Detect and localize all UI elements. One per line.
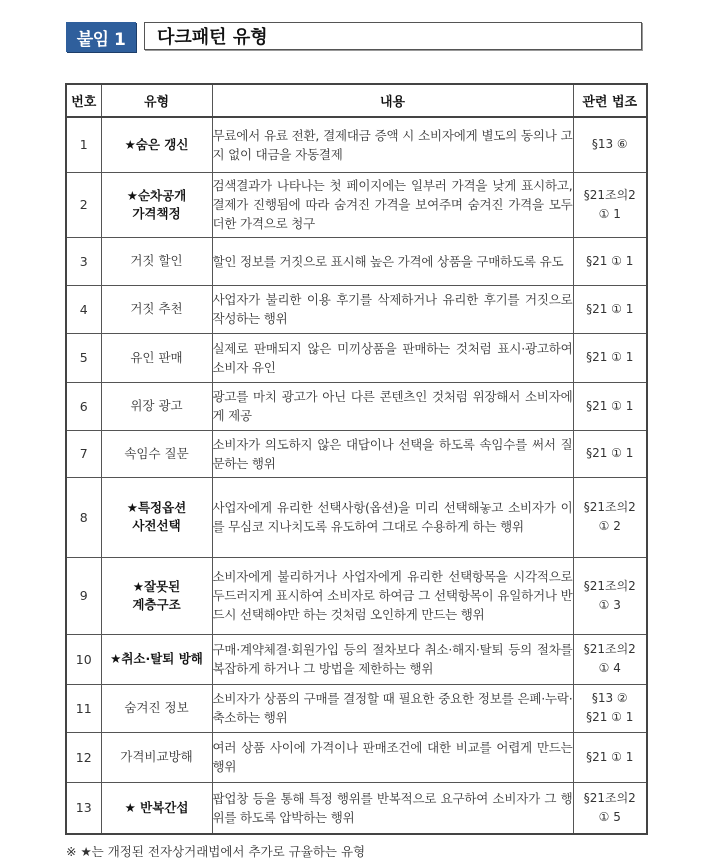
row-law: §21 ① 1 xyxy=(573,333,647,382)
table-row xyxy=(66,333,647,382)
row-number: 10 xyxy=(66,634,101,684)
row-law: §21조의2 ① 5 xyxy=(573,782,647,834)
footnote: ※ ★는 개정된 전자상거래법에서 추가로 규율하는 유형 xyxy=(66,844,366,859)
row-law: §21조의2 ① 3 xyxy=(573,557,647,634)
row-law: §21조의2 ① 1 xyxy=(573,172,647,237)
row-type: 속임수 질문 xyxy=(101,430,212,477)
row-content: 검색결과가 나타나는 첫 페이지에는 일부러 가격을 낮게 표시하고, 결제가 진행됨에 따라 숨겨진 가격을 보여주며 숨겨진 가격을 모두 더한 가격으로 청구 xyxy=(212,172,573,237)
row-number: 7 xyxy=(66,430,101,477)
column-header-type: 유형 xyxy=(101,84,212,117)
row-number: 4 xyxy=(66,285,101,333)
dark-pattern-table xyxy=(65,83,648,835)
row-type: ★숨은 갱신 xyxy=(101,117,212,172)
row-content: 실제로 판매되지 않은 미끼상품을 판매하는 것처럼 표시·광고하여 소비자 유인 xyxy=(212,333,573,382)
row-law: §13 ② §21 ① 1 xyxy=(573,684,647,732)
table-row xyxy=(66,557,647,634)
row-type: ★특정옵션 사전선택 xyxy=(101,477,212,557)
column-header-number: 번호 xyxy=(66,84,101,117)
row-type: 가격비교방해 xyxy=(101,732,212,782)
row-type: 유인 판매 xyxy=(101,333,212,382)
page-title: 다크패턴 유형 xyxy=(144,22,642,50)
title-bar xyxy=(66,22,268,52)
row-number: 2 xyxy=(66,172,101,237)
row-law: §21 ① 1 xyxy=(573,285,647,333)
row-type: ★순차공개 가격책정 xyxy=(101,172,212,237)
row-law: §21 ① 1 xyxy=(573,382,647,430)
table-row xyxy=(66,782,647,834)
row-type: ★잘못된 계층구조 xyxy=(101,557,212,634)
row-content: 할인 정보를 거짓으로 표시해 높은 가격에 상품을 구매하도록 유도 xyxy=(212,237,573,285)
row-number: 1 xyxy=(66,117,101,172)
row-number: 3 xyxy=(66,237,101,285)
table-row xyxy=(66,430,647,477)
row-type: ★취소·탈퇴 방해 xyxy=(101,634,212,684)
row-type: 거짓 추천 xyxy=(101,285,212,333)
row-content: 구매·계약체결·회원가입 등의 절차보다 취소·해지·탈퇴 등의 절차를 복잡하게 하거나 그 방법을 제한하는 행위 xyxy=(212,634,573,684)
table-row xyxy=(66,285,647,333)
row-law: §21조의2 ① 4 xyxy=(573,634,647,684)
table-row xyxy=(66,684,647,732)
row-content: 사업자에게 유리한 선택사항(옵션)을 미리 선택해놓고 소비자가 이를 무심코 지나치도록 유도하여 그대로 수용하게 하는 행위 xyxy=(212,477,573,557)
row-content: 광고를 마치 광고가 아닌 다른 콘텐츠인 것처럼 위장해서 소비자에게 제공 xyxy=(212,382,573,430)
row-content: 여러 상품 사이에 가격이나 판매조건에 대한 비교를 어렵게 만드는 행위 xyxy=(212,732,573,782)
row-content: 소비자가 상품의 구매를 결정할 때 필요한 중요한 정보를 은폐·누락·축소하는 행위 xyxy=(212,684,573,732)
table-row xyxy=(66,634,647,684)
table-row xyxy=(66,732,647,782)
row-law: §21 ① 1 xyxy=(573,237,647,285)
table-row xyxy=(66,477,647,557)
row-type: 숨겨진 정보 xyxy=(101,684,212,732)
row-number: 12 xyxy=(66,732,101,782)
column-header-content: 내용 xyxy=(212,84,573,117)
row-number: 8 xyxy=(66,477,101,557)
row-number: 13 xyxy=(66,782,101,834)
column-header-law: 관련 법조 xyxy=(573,84,647,117)
table-row xyxy=(66,172,647,237)
row-content: 사업자가 불리한 이용 후기를 삭제하거나 유리한 후기를 거짓으로 작성하는 행위 xyxy=(212,285,573,333)
row-type: 거짓 할인 xyxy=(101,237,212,285)
row-content: 팝업창 등을 통해 특정 행위를 반복적으로 요구하여 소비자가 그 행위를 하도록 압박하는 행위 xyxy=(212,782,573,834)
row-number: 9 xyxy=(66,557,101,634)
row-number: 6 xyxy=(66,382,101,430)
table-header-row xyxy=(66,84,647,117)
row-content: 소비자에게 불리하거나 사업자에게 유리한 선택항목을 시각적으로 두드러지게 표시하여 소비자로 하여금 그 선택항목이 유일하거나 반드시 선택해야만 하는 것처럼 오인하게 만드는 행위 xyxy=(212,557,573,634)
row-law: §21 ① 1 xyxy=(573,732,647,782)
row-type: ★ 반복간섭 xyxy=(101,782,212,834)
row-content: 소비자가 의도하지 않은 대답이나 선택을 하도록 속임수를 써서 질문하는 행위 xyxy=(212,430,573,477)
row-law: §13 ⑥ xyxy=(573,117,647,172)
table-row xyxy=(66,237,647,285)
table-row xyxy=(66,382,647,430)
attachment-badge: 붙임 1 xyxy=(66,22,136,52)
row-number: 11 xyxy=(66,684,101,732)
row-law: §21조의2 ① 2 xyxy=(573,477,647,557)
row-number: 5 xyxy=(66,333,101,382)
table-row xyxy=(66,117,647,172)
row-law: §21 ① 1 xyxy=(573,430,647,477)
row-content: 무료에서 유료 전환, 결제대금 증액 시 소비자에게 별도의 동의나 고지 없이 대금을 자동결제 xyxy=(212,117,573,172)
row-type: 위장 광고 xyxy=(101,382,212,430)
